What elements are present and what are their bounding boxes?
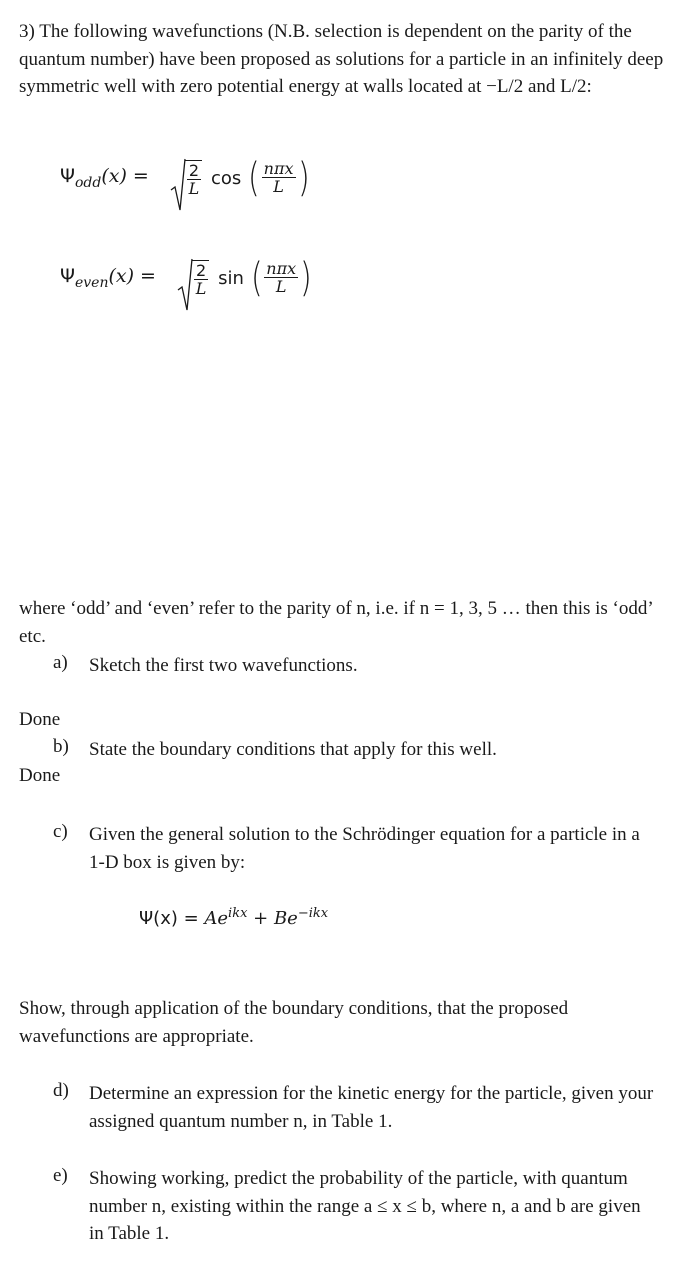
done-text-1: Done [19,709,61,730]
question-e-text: Showing working, predict the probability of the particle, with quantum number n, existing within the range a ≤ x ≤ b, where n, a and b are given in Table 1. [89,1168,641,1244]
subscript-odd: odd [74,175,102,192]
where-paragraph: where ‘odd’ and ‘even’ refer to the parity of n, i.e. if n = 1, 3, 5 … then this is ‘odd’ etc. [19,598,653,647]
question-d-label: d) [53,1080,69,1101]
general-A: Ae [204,908,229,929]
question-c-label: c) [53,821,68,842]
sqrt-2-over-L-odd [170,160,203,197]
equation-psi-odd: $\Psi_{odd}(x)$ = $\frac{2}{L}$ cos ( $\frac{\text{nπx}}{L}$ ) [60,158,311,198]
general-lhs: Ψ(x) = [139,908,205,929]
question-c-text: Given the general solution to the Schrödinger equation for a particle in a 1-D box is given by: [89,824,640,873]
psi-symbol: Ψ [60,265,75,288]
den-L: L [188,178,200,198]
general-plus-B: + Be [247,908,298,929]
question-b-label: b) [53,736,69,757]
n-pi-x-odd: nπx [263,159,294,178]
n-pi-x-even: nπx [266,259,297,278]
question-e-label: e) [53,1165,68,1186]
num-2: 2 [195,260,207,280]
question-d-text: Determine an expression for the kinetic energy for the particle, given your assigned quantum number n, in Table 1. [89,1083,654,1132]
intro-paragraph: 3) The following wavefunctions (N.B. selection is dependent on the parity of the quantum number) have been proposed as solutions for a particle in an infinitely deep symmetric well with zero potential energy at walls located at −L/2 and L/2: [19,21,664,97]
done-text-2: Done [19,765,61,786]
cos-label: cos [211,167,242,189]
arg-odd: (x) = [101,165,149,188]
subscript-even: even [74,275,109,292]
question-a-label: a) [53,652,68,673]
num-2: 2 [188,160,200,180]
den-L-odd: L [262,177,296,195]
arg-even: (x) = [108,265,156,288]
question-b-text: State the boundary conditions that apply for this well. [89,739,497,760]
equation-psi-even: $\Psi_{even}(x)$ = $\frac{2}{L}$ sin ( $\frac{\text{nπx}}{L}$ ) [60,258,314,298]
question-a-text: Sketch the first two wavefunctions. [89,655,358,676]
sin-label: sin [218,267,244,289]
psi-symbol: Ψ [60,165,75,188]
den-L: L [195,278,207,298]
exp-minus-ikx: −ikx [297,906,329,921]
general-solution-equation [139,906,328,929]
exp-ikx: ikx [228,906,248,921]
den-L-even: L [264,277,298,295]
sqrt-2-over-L-even [177,260,210,297]
show-paragraph: Show, through application of the boundary conditions, that the proposed wavefunctions are appropriate. [19,998,569,1047]
